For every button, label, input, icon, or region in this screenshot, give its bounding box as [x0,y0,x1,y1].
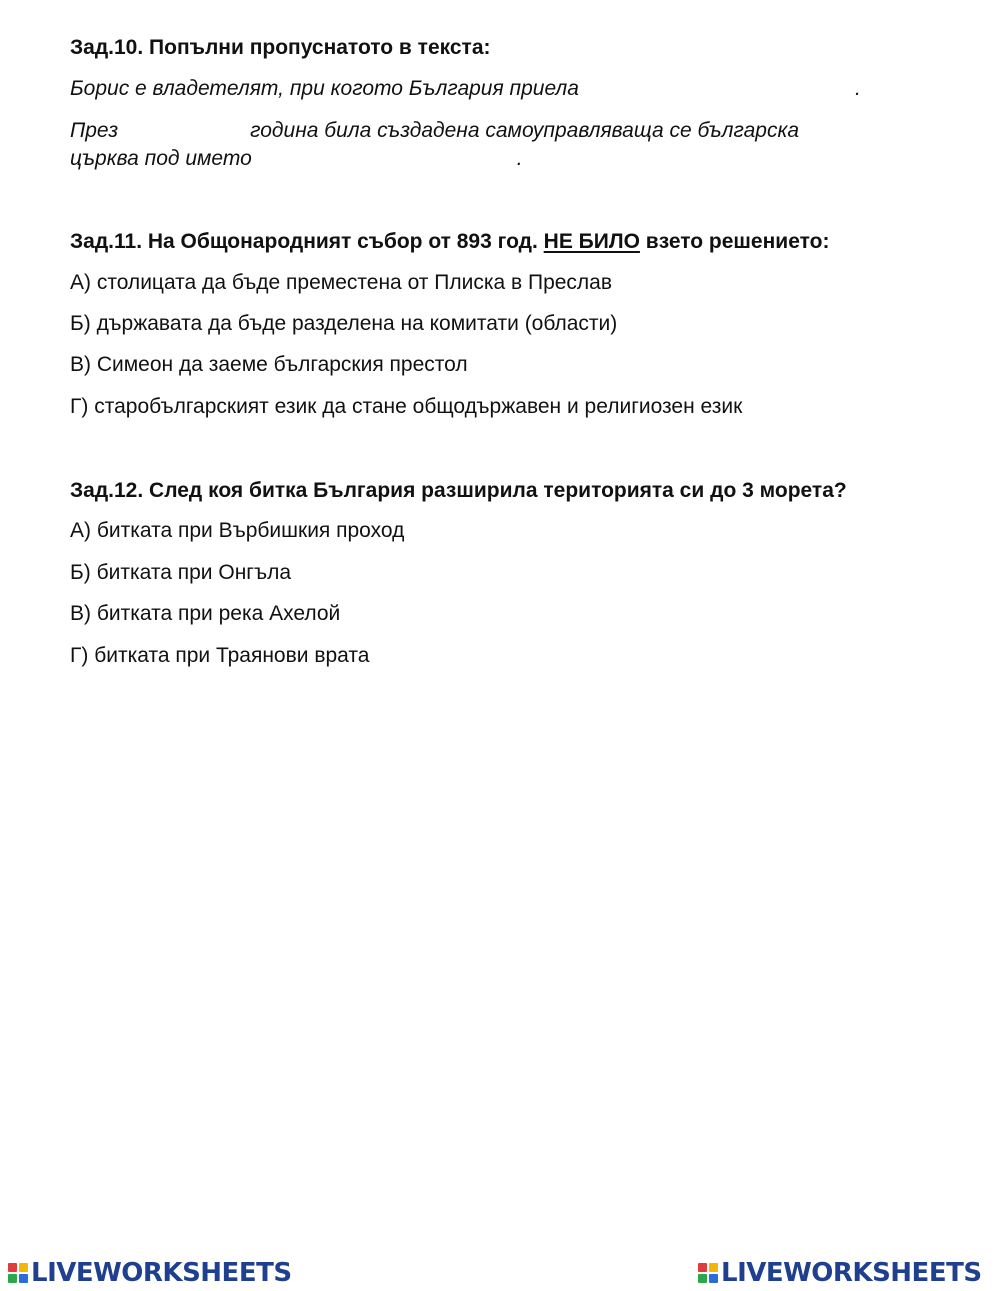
task10-line3 [70,146,523,172]
logo-right-text: LIVEWORKSHEETS [721,1258,982,1288]
liveworksheets-logo-left [8,1258,292,1288]
task11-option-c[interactable]: В) Симеон да заеме българския престол [70,353,468,376]
task12-option-c[interactable]: В) битката при река Ахелой [70,602,341,625]
task12-option-a[interactable]: А) битката при Върбишкия проход [70,519,405,542]
task10-line2 [70,118,799,144]
task10-line3-text: църква под името [70,147,252,170]
logo-left-text: LIVEWORKSHEETS [31,1258,292,1288]
task12-option-d[interactable]: Г) битката при Траянови врата [70,644,370,667]
liveworksheets-logo-right [698,1258,982,1288]
task11-title-start: Зад.11. На Общонародният събор от 893 год. [70,230,538,253]
task10-line3-end: . [516,147,523,170]
task10-title: Зад.10. Попълни пропуснатото в текста: [70,36,491,59]
task11-option-a[interactable]: А) столицата да бъде преместена от Плиска в Преслав [70,271,613,294]
task11-option-d[interactable]: Г) старобългарският език да стане общодържавен и религиозен език [70,395,743,418]
liveworksheets-logo-icon [698,1263,718,1283]
task12-option-b[interactable]: Б) битката при Онгъла [70,561,292,584]
task11-option-b[interactable]: Б) държавата да бъде разделена на комитати (области) [70,312,618,335]
task11-title [70,229,829,255]
liveworksheets-logo-icon [8,1263,28,1283]
task10-line2-start: През [70,119,119,142]
task11-title-end: взето решението: [645,230,830,253]
task12-title: Зад.12. След коя битка България разширила територията си до 3 морета? [70,479,847,502]
task11-title-underlined: НЕ БИЛО [543,230,640,253]
task10-line1 [70,76,861,102]
task10-line1-end: . [854,77,861,100]
task10-line1-text: Борис е владетелят, при когото България приела [70,77,579,100]
task10-line2-rest: година била създадена самоуправляваща се българска [250,119,800,142]
